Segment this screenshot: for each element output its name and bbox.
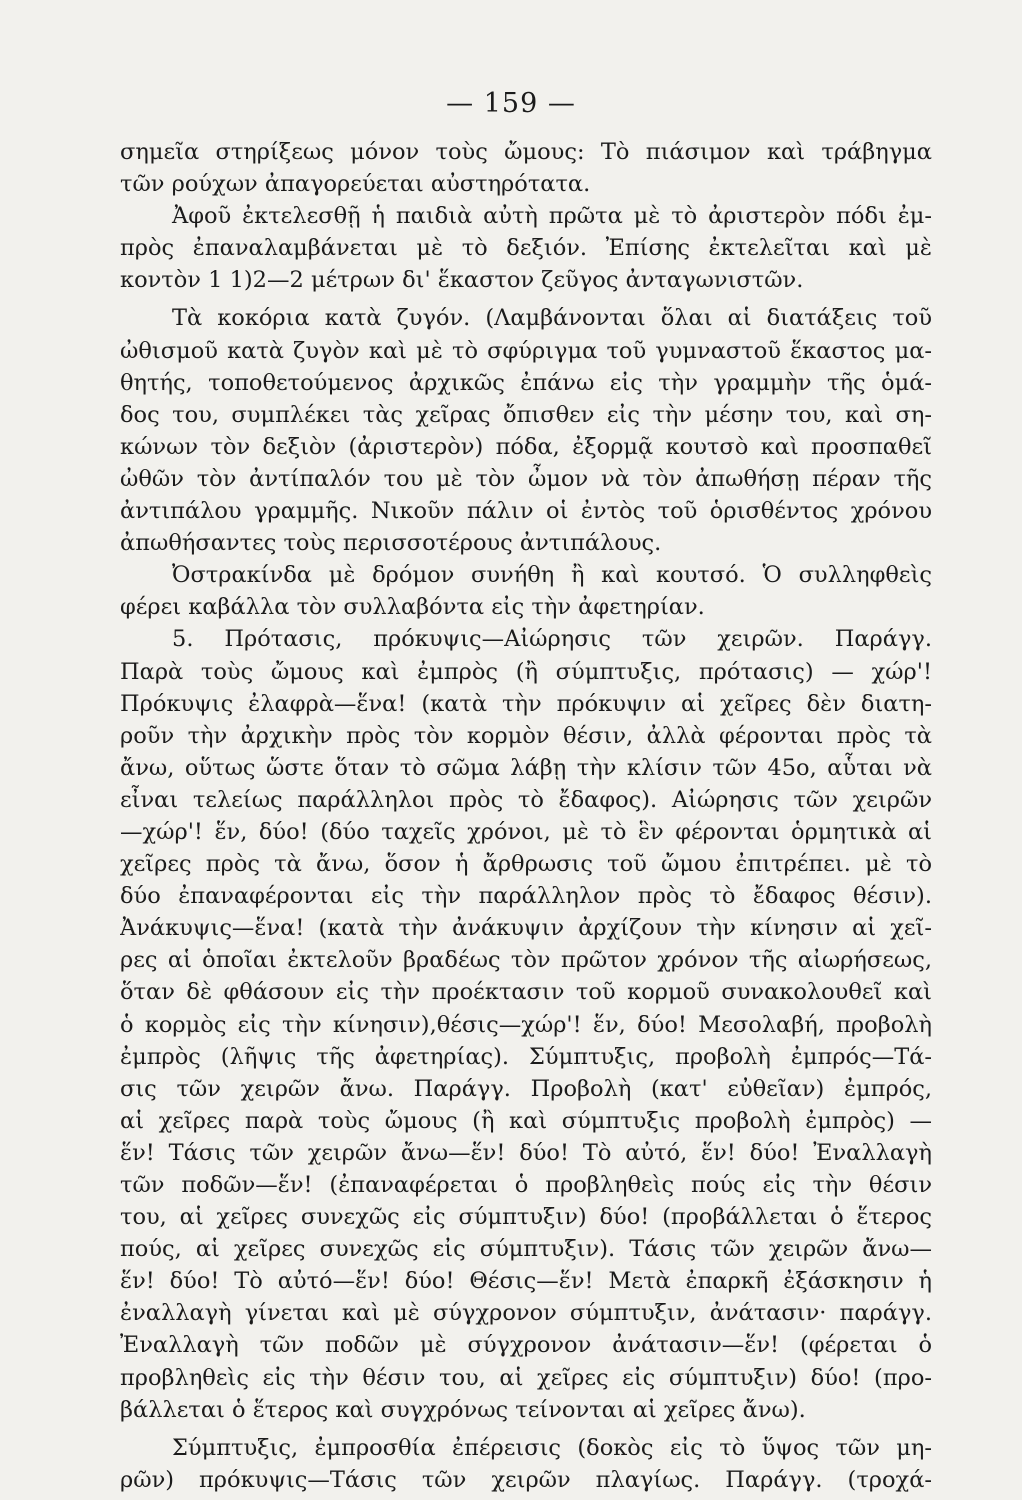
text-line: Ὀστρακίνδα μὲ δρόμον συνήθη ἢ καὶ κουτσό. Ὁ συλληφθεὶς [172,562,932,589]
text-line: ἐναλλαγὴ γίνεται καὶ μὲ σύγχρονον σύμπτυξιν, ἀνάτασιν· παράγγ. [120,1300,932,1327]
text-line: δύο ἐπαναφέρονται εἰς τὴν παράλληλον πρὸς τὸ ἔδαφος θέσιν). [120,883,932,910]
text-line: φέρει καβάλλα τὸν συλλαβόντα εἰς τὴν ἀφετηρίαν. [120,594,705,621]
text-line: αἱ χεῖρες παρὰ τοὺς ὤμους (ἢ καὶ σύμπτυξις προβολὴ ἐμπρὸς) — [120,1107,932,1134]
body-text [120,136,932,1496]
text-line: κώνων τὸν δεξιὸν (ἀριστερὸν) πόδα, ἐξορμᾷ κουτσὸ καὶ προσπαθεῖ [120,433,932,460]
text-line: χεῖρες πρὸς τὰ ἄνω, ὅσον ἡ ἄρθρωσις τοῦ ὤμου ἐπιτρέπει. μὲ τὸ [120,851,932,878]
text-line: ροῦν τὴν ἀρχικὴν πρὸς τὸν κορμὸν θέσιν, ἀλλὰ φέρονται πρὸς τὰ [120,722,932,749]
text-line: ρῶν) πρόκυψις—Τάσις τῶν χειρῶν πλαγίως. Παράγγ. (τροχά- [120,1466,932,1493]
text-line: Πρόκυψις ἐλαφρὰ—ἕνα! (κατὰ τὴν πρόκυψιν αἱ χεῖρες δὲν διατη- [120,690,932,717]
text-line: τῶν ποδῶν—ἕν! (ἐπαναφέρεται ὁ προβληθεὶς πούς εἰς τὴν θέσιν [120,1172,932,1198]
text-line: του, αἱ χεῖρες συνεχῶς εἰς σύμπτυξιν) δύο! (προβάλλεται ὁ ἕτερος [120,1204,932,1231]
text-line: Ἐναλλαγὴ τῶν ποδῶν μὲ σύγχρονον ἀνάτασιν—ἕν! (φέρεται ὁ [120,1332,932,1359]
text-line: πούς, αἱ χεῖρες συνεχῶς εἰς σύμπτυξιν). Τάσις τῶν χειρῶν ἄνω— [120,1236,932,1263]
text-line: Τὰ κοκόρια κατὰ ζυγόν. (Λαμβάνονται ὅλαι αἱ διατάξεις τοῦ [172,305,932,332]
text-line: Ἀνάκυψις—ἕνα! (κατὰ τὴν ἀνάκυψιν ἀρχίζουν τὴν κίνησιν αἱ χεῖ- [120,915,932,942]
text-line: ἐμπρὸς (λῆψις τῆς ἀφετηρίας). Σύμπτυξις, προβολὴ ἐμπρός—Τά- [120,1043,932,1070]
text-line: ὅταν δὲ φθάσουν εἰς τὴν προέκτασιν τοῦ κορμοῦ συνακολουθεῖ καὶ [120,979,932,1006]
text-line: ἀντιπάλου γραμμῆς. Νικοῦν πάλιν οἱ ἐντὸς τοῦ ὁρισθέντος χρόνου [120,498,932,525]
text-line: ἕν! Τάσις τῶν χειρῶν ἄνω—ἕν! δύο! Τὸ αὐτό, ἕν! δύο! Ἐναλλαγὴ [120,1139,932,1166]
text-line: κοντὸν 1 1)2—2 μέτρων δι' ἕκαστον ζεῦγος ἀνταγωνιστῶν. [120,267,804,294]
text-line: βάλλεται ὁ ἕτερος καὶ συγχρόνως τείνονται αἱ χεῖρες ἄνω). [120,1396,806,1423]
text-line: ρες αἱ ὁποῖαι ἐκτελοῦν βραδέως τὸν πρῶτον χρόνον τῆς αἰωρήσεως, [120,947,932,974]
text-line: σημεῖα στηρίξεως μόνον τοὺς ὤμους: Τὸ πιάσιμον καὶ τράβηγμα [120,139,932,165]
text-line: ἀπωθήσαντες τοὺς περισσοτέρους ἀντιπάλους. [120,530,662,557]
text-line: σις τῶν χειρῶν ἄνω. Παράγγ. Προβολὴ (κατ' εὐθεῖαν) ἐμπρός, [120,1075,932,1102]
text-line: πρὸς ἐπαναλαμβάνεται μὲ τὸ δεξιόν. Ἐπίσης ἐκτελεῖται καὶ μὲ [120,235,932,262]
text-line: 5. Πρότασις, πρόκυψις—Αἰώρησις τῶν χειρῶν. Παράγγ. [172,626,932,653]
page-number: — 159 — [446,88,576,119]
text-line: Ἀφοῦ ἐκτελεσθῇ ἡ παιδιὰ αὐτὴ πρῶτα μὲ τὸ ἀριστερὸν πόδι ἐμ- [172,203,932,230]
text-line: ὠθῶν τὸν ἀντίπαλόν του μὲ τὸν ὦμον νὰ τὸν ἀπωθήσῃ πέραν τῆς [120,465,932,492]
text-line: τῶν ρούχων ἀπαγορεύεται αὐστηρότατα. [120,171,591,198]
text-line: ἄνω, οὕτως ὥστε ὅταν τὸ σῶμα λάβῃ τὴν κλίσιν τῶν 45ο, αὗται νὰ [120,754,932,781]
text-line: —χώρ'! ἕν, δύο! (δύο ταχεῖς χρόνοι, μὲ τὸ ἓν φέρονται ὁρμητικὰ αἱ [120,818,932,845]
text-line: Σύμπτυξις, ἐμπροσθία ἐπέρεισις (δοκὸς εἰς τὸ ὕψος τῶν μη- [172,1434,932,1461]
text-line: ἕν! δύο! Τὸ αὐτό—ἕν! δύο! Θέσις—ἕν! Μετὰ ἐπαρκῆ ἐξάσκησιν ἡ [120,1268,932,1295]
text-line: θητής, τοποθετούμενος ἀρχικῶς ἐπάνω εἰς τὴν γραμμὴν τῆς ὁμά- [120,369,932,396]
text-line: ὠθισμοῦ κατὰ ζυγὸν καὶ μὲ τὸ σφύριγμα τοῦ γυμναστοῦ ἕκαστος μα- [120,337,932,364]
text-line: Παρὰ τοὺς ὤμους καὶ ἐμπρὸς (ἢ σύμπτυξις, πρότασις) — χώρ'! [120,658,932,685]
text-line: προβληθεὶς εἰς τὴν θέσιν του, αἱ χεῖρες εἰς σύμπτυξιν) δύο! (προ- [120,1364,932,1391]
text-line: ὁ κορμὸς εἰς τὴν κίνησιν),θέσις—χώρ'! ἕν, δύο! Μεσολαβή, προβολὴ [120,1011,932,1038]
text-line: εἶναι τελείως παράλληλοι πρὸς τὸ ἔδαφος). Αἰώρησις τῶν χειρῶν [120,786,932,813]
text-line: δος του, συμπλέκει τὰς χεῖρας ὄπισθεν εἰς τὴν μέσην του, καὶ ση- [120,401,932,428]
